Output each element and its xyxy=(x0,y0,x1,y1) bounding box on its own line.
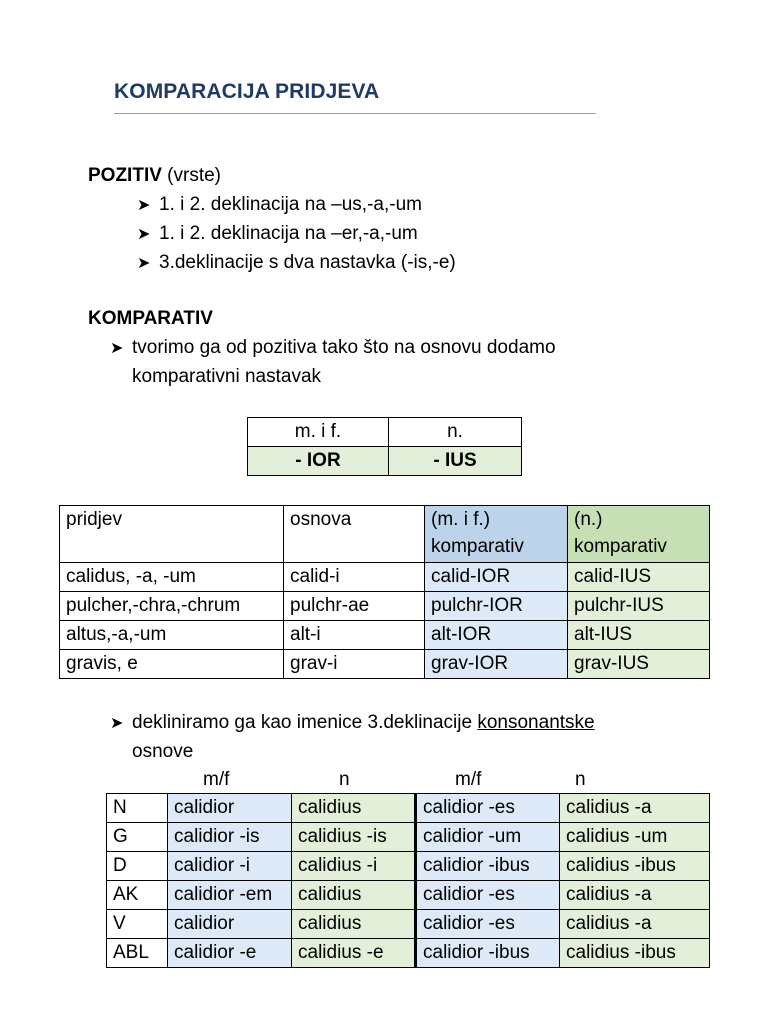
arrowhead-bullet-icon: ➤ xyxy=(110,340,124,357)
table-row xyxy=(107,852,710,881)
table-cell: calidior -es xyxy=(416,881,560,910)
table-cell: calidius xyxy=(292,881,416,910)
table-header-cell: (m. i f.) komparativ xyxy=(425,506,568,563)
table-row xyxy=(107,823,710,852)
komparativ-heading: KOMPARATIV xyxy=(88,308,213,329)
table-cell: calidior -es xyxy=(416,910,560,939)
table-cell: grav-IOR xyxy=(425,650,568,679)
suffix-table xyxy=(247,417,522,476)
table-cell: calidior xyxy=(168,794,292,823)
table-cell: calidius -is xyxy=(292,823,416,852)
table-row xyxy=(248,447,522,476)
table-cell: calidior -i xyxy=(168,852,292,881)
table-cell: calidius -i xyxy=(292,852,416,881)
arrowhead-bullet-icon: ➤ xyxy=(137,255,151,272)
declension-col-header: n xyxy=(339,769,350,790)
table-cell: gravis, e xyxy=(60,650,284,679)
table-header-cell: m. i f. xyxy=(248,418,389,447)
pozitiv-heading: POZITIV xyxy=(88,165,162,186)
table-header-row xyxy=(60,506,710,563)
case-label: D xyxy=(107,852,168,881)
table-cell: altus,-a,-um xyxy=(60,621,284,650)
table-row xyxy=(107,881,710,910)
arrowhead-bullet-icon: ➤ xyxy=(110,715,124,732)
table-row xyxy=(107,794,710,823)
declension-col-header: n xyxy=(575,769,586,790)
table-header-cell: (n.) komparativ xyxy=(568,506,710,563)
pozitiv-item: ➤ 3.deklinacije s dva nastavka (-is,-e) xyxy=(137,248,456,278)
table-row xyxy=(107,939,710,968)
pozitiv-heading-note: (vrste) xyxy=(161,165,222,186)
table-cell: grav-i xyxy=(284,650,425,679)
table-row xyxy=(248,418,522,447)
table-cell: pulchr-IUS xyxy=(568,592,710,621)
table-row xyxy=(60,592,710,621)
table-cell: calidior -ibus xyxy=(416,852,560,881)
case-label: ABL xyxy=(107,939,168,968)
table-cell: calidus, -a, -um xyxy=(60,563,284,592)
declension-col-header: m/f xyxy=(203,769,230,790)
table-cell: - IOR xyxy=(248,447,389,476)
table-row xyxy=(60,563,710,592)
table-header-cell: n. xyxy=(389,418,522,447)
case-label: G xyxy=(107,823,168,852)
table-cell: calidius -a xyxy=(560,881,710,910)
table-cell: calidius -a xyxy=(560,910,710,939)
table-cell: calidior -e xyxy=(168,939,292,968)
table-header-cell: pridjev xyxy=(60,506,284,563)
table-cell: calidius xyxy=(292,794,416,823)
pozitiv-item: ➤ 1. i 2. deklinacija na –er,-a,-um xyxy=(137,219,418,249)
table-cell: calidius -ibus xyxy=(560,939,710,968)
table-row xyxy=(60,621,710,650)
table-cell: pulchr-IOR xyxy=(425,592,568,621)
table-cell: calid-IOR xyxy=(425,563,568,592)
table-cell: calidius -e xyxy=(292,939,416,968)
table-cell: calid-i xyxy=(284,563,425,592)
table-cell: alt-i xyxy=(284,621,425,650)
table-cell: calidior -um xyxy=(416,823,560,852)
table-row xyxy=(107,910,710,939)
declension-table xyxy=(106,793,710,968)
table-cell: calid-IUS xyxy=(568,563,710,592)
table-cell: - IUS xyxy=(389,447,522,476)
declension-col-header: m/f xyxy=(455,769,482,790)
table-cell: calidior -em xyxy=(168,881,292,910)
case-label: N xyxy=(107,794,168,823)
case-label: V xyxy=(107,910,168,939)
table-cell: calidior -ibus xyxy=(416,939,560,968)
table-cell: calidius xyxy=(292,910,416,939)
pozitiv-item: ➤ 1. i 2. deklinacija na –us,-a,-um xyxy=(137,190,422,220)
table-row xyxy=(60,650,710,679)
table-cell: calidior -es xyxy=(416,794,560,823)
case-label: AK xyxy=(107,881,168,910)
table-cell: calidior xyxy=(168,910,292,939)
arrowhead-bullet-icon: ➤ xyxy=(137,197,151,214)
page-title: KOMPARACIJA PRIDJEVA xyxy=(114,80,380,103)
table-cell: calidius -um xyxy=(560,823,710,852)
table-cell: pulchr-ae xyxy=(284,592,425,621)
komparativ-point-line2: komparativni nastavak xyxy=(132,366,322,387)
title-underline xyxy=(114,113,596,114)
komparativ-point: ➤ tvorimo ga od pozitiva tako što na osnovu dodamo xyxy=(110,333,556,363)
table-cell: calidius -ibus xyxy=(560,852,710,881)
table-cell: calidior -is xyxy=(168,823,292,852)
table-cell: grav-IUS xyxy=(568,650,710,679)
table-header-cell: osnova xyxy=(284,506,425,563)
table-cell: pulcher,-chra,-chrum xyxy=(60,592,284,621)
arrowhead-bullet-icon: ➤ xyxy=(137,226,151,243)
table-cell: calidius -a xyxy=(560,794,710,823)
pozitiv-heading-line xyxy=(88,161,221,190)
declension-point-line2: osnove xyxy=(132,741,194,762)
table-cell: alt-IOR xyxy=(425,621,568,650)
declension-point: ➤ dekliniramo ga kao imenice 3.deklinacije konsonantske xyxy=(110,708,595,738)
table-cell: alt-IUS xyxy=(568,621,710,650)
comparison-table xyxy=(59,505,710,679)
